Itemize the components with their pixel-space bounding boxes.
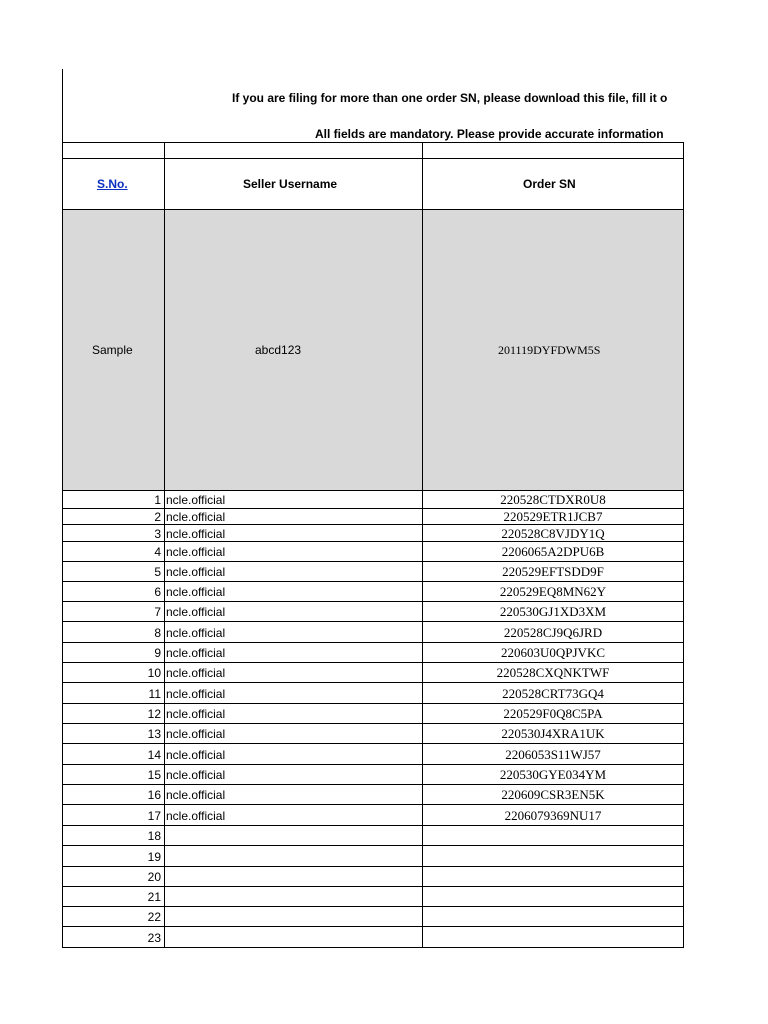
row-sno: 9	[154, 646, 161, 660]
sample-bottom-border	[62, 490, 684, 491]
row-order-sn: 220530GYE034YM	[499, 767, 607, 782]
row-sno: 2	[154, 510, 161, 524]
row-seller-username: ncle.official	[166, 626, 226, 640]
row-sno: 23	[147, 931, 161, 945]
row-border	[62, 621, 684, 622]
sample-seller-username: abcd123	[255, 343, 302, 357]
row-seller-username: ncle.official	[166, 748, 226, 762]
row-sno: 12	[147, 707, 161, 721]
row-border	[62, 764, 684, 765]
row-sno: 16	[147, 788, 161, 802]
row-seller-username: ncle.official	[166, 493, 226, 507]
row-border	[62, 682, 684, 683]
row-order-sn: 220530J4XRA1UK	[501, 726, 605, 741]
row-order-sn: 220528CTDXR0U8	[500, 492, 606, 507]
row-order-sn: 2206079369NU17	[504, 808, 602, 823]
header-spacer-border	[62, 158, 684, 159]
row-sno: 18	[147, 829, 161, 843]
row-order-sn: 220529EFTSDD9F	[502, 564, 604, 579]
row-seller-username: ncle.official	[166, 545, 226, 559]
row-order-sn: 220529F0Q8C5PA	[503, 706, 603, 721]
row-order-sn: 220603U0QPJVKC	[500, 645, 605, 660]
row-sno: 22	[147, 910, 161, 924]
row-border	[62, 581, 684, 582]
row-border	[62, 703, 684, 704]
row-order-sn: 2206053S11WJ57	[505, 747, 601, 762]
row-seller-username: ncle.official	[166, 565, 226, 579]
row-order-sn: 2206065A2DPU6B	[501, 544, 605, 559]
row-sno: 5	[154, 565, 161, 579]
row-seller-username: ncle.official	[166, 605, 226, 619]
row-seller-username: ncle.official	[166, 585, 226, 599]
row-order-sn: 220528C8VJDY1Q	[501, 526, 605, 541]
column-divider-right	[683, 142, 684, 948]
row-seller-username: ncle.official	[166, 788, 226, 802]
row-sno: 1	[154, 493, 161, 507]
row-sno: 19	[147, 850, 161, 864]
row-sno: 7	[154, 605, 161, 619]
row-seller-username: ncle.official	[166, 809, 226, 823]
row-sno: 6	[154, 585, 161, 599]
row-seller-username: ncle.official	[166, 727, 226, 741]
sample-sno: Sample	[92, 343, 133, 357]
row-seller-username: ncle.official	[166, 768, 226, 782]
instruction-line-2: All fields are mandatory. Please provide accurate information	[315, 127, 664, 141]
row-order-sn: 220528CRT73GQ4	[502, 686, 604, 701]
row-sno: 17	[147, 809, 161, 823]
row-sno: 3	[154, 527, 161, 541]
instruction-line-1: If you are filing for more than one order SN, please download this file, fill it o	[232, 91, 668, 105]
row-sno: 15	[147, 768, 161, 782]
row-order-sn: 220529EQ8MN62Y	[499, 584, 607, 599]
row-order-sn: 220528CJ9Q6JRD	[503, 625, 603, 640]
row-seller-username: ncle.official	[166, 646, 226, 660]
row-sno: 13	[147, 727, 161, 741]
row-sno: 11	[148, 687, 161, 701]
sample-order-sn: 201119DYFDWM5S	[498, 343, 601, 357]
row-border	[62, 906, 684, 907]
row-seller-username: ncle.official	[166, 707, 226, 721]
header-order-sn: Order SN	[523, 177, 576, 191]
row-sno: 14	[147, 748, 161, 762]
header-seller-username: Seller Username	[243, 177, 338, 191]
row-order-sn: 220609CSR3EN5K	[501, 787, 605, 802]
row-border	[62, 926, 684, 927]
row-sno: 20	[147, 870, 161, 884]
row-seller-username: ncle.official	[166, 666, 226, 680]
row-border	[62, 947, 684, 948]
row-border	[62, 743, 684, 744]
row-sno: 4	[154, 545, 161, 559]
row-order-sn: 220528CXQNKTWF	[496, 665, 610, 680]
row-border	[62, 642, 684, 643]
header-top-border	[62, 142, 684, 143]
row-border	[62, 723, 684, 724]
row-seller-username: ncle.official	[166, 687, 226, 701]
header-bottom-border	[62, 209, 684, 210]
row-order-sn: 220529ETR1JCB7	[503, 509, 603, 524]
row-order-sn: 220530GJ1XD3XM	[499, 604, 607, 619]
row-seller-username: ncle.official	[166, 510, 226, 524]
row-border	[62, 886, 684, 887]
row-sno: 21	[147, 890, 161, 904]
row-border	[62, 784, 684, 785]
column-divider-seller	[164, 142, 165, 948]
row-border	[62, 662, 684, 663]
row-border	[62, 601, 684, 602]
row-sno: 8	[154, 626, 161, 640]
row-border	[62, 866, 684, 867]
header-sno: S.No.	[97, 177, 128, 191]
row-border	[62, 561, 684, 562]
row-seller-username: ncle.official	[166, 527, 226, 541]
row-sno: 10	[147, 666, 161, 680]
row-border	[62, 804, 684, 805]
row-border	[62, 845, 684, 846]
row-border	[62, 825, 684, 826]
